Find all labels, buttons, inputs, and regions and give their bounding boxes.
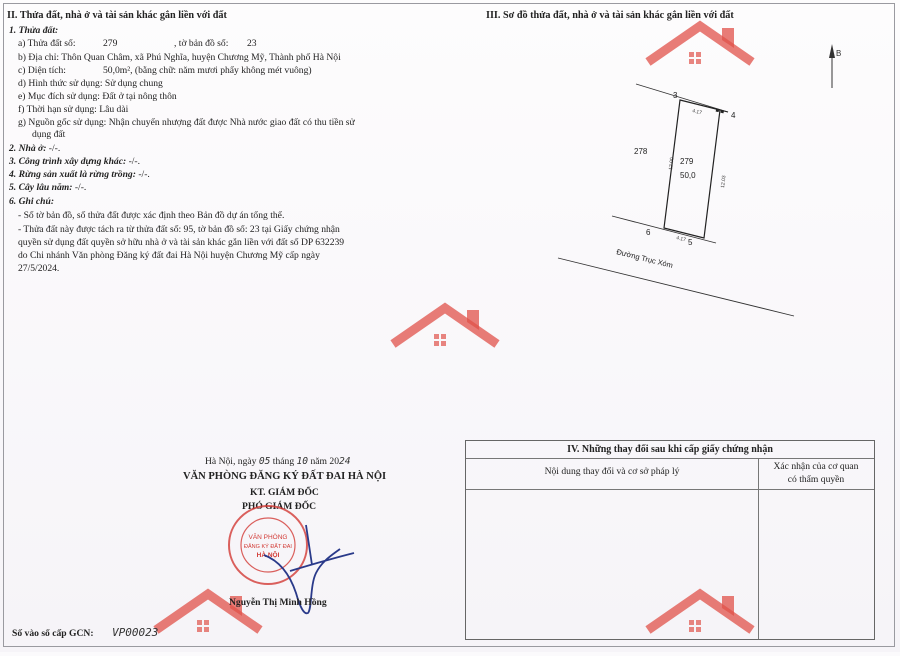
parcel-number-label: a) Thửa đất số: bbox=[18, 38, 76, 49]
issue-month: 10 bbox=[296, 456, 309, 467]
north-arrow-head-icon bbox=[829, 44, 835, 58]
land-parcel-heading: 1. Thửa đất: bbox=[9, 25, 59, 36]
note-line-4: do Chi nhánh Văn phòng Đăng ký đất đai Hà Nội huyện Chương Mỹ cấp ngày bbox=[18, 250, 320, 261]
origin-line-cont: dụng đất bbox=[32, 129, 66, 140]
bottom-edge-length: 4.17 bbox=[675, 235, 687, 244]
note-line-2: - Thửa đất này được tách ra từ thửa đất số: 95, tờ bản đồ số: 23 tại Giấy chứng nhận bbox=[18, 224, 340, 235]
point-6-label: 6 bbox=[646, 228, 651, 237]
serial-value: VP00023 bbox=[112, 626, 159, 639]
origin-line: g) Nguồn gốc sử dụng: Nhận chuyển nhượng đất được Nhà nước giao đất có thu tiền sử bbox=[18, 117, 355, 128]
notes-heading: 6. Ghi chú: bbox=[9, 196, 55, 207]
area-value: 50,0m², (bằng chữ: năm mươi phẩy không mét vuông) bbox=[103, 65, 312, 76]
note-line-3: quyền sử dụng đất quyền sở hữu nhà ở và tài sản khác gắn liền với đất số DP 632239 bbox=[18, 237, 345, 248]
point-3-label: 3 bbox=[673, 91, 678, 100]
deputy-director: PHÓ GIÁM ĐỐC bbox=[242, 501, 317, 512]
issue-date: Hà Nội, ngày 05 tháng 10 năm 2024 bbox=[205, 456, 351, 467]
watermark-logo-icon bbox=[385, 300, 505, 370]
area-label: c) Diện tích: bbox=[18, 65, 66, 76]
changes-table bbox=[465, 440, 875, 640]
parcel-area-label: 50,0 bbox=[680, 171, 696, 180]
parcel-number-label: 279 bbox=[680, 157, 694, 166]
note-line-1: - Số tờ bản đồ, số thửa đất được xác định theo Bản đồ dự án tổng thể. bbox=[18, 210, 285, 221]
address-line: b) Địa chỉ: Thôn Quan Châm, xã Phú Nghĩa, huyện Chương Mỹ, Thành phố Hà Nội bbox=[18, 52, 341, 63]
north-label: B bbox=[836, 49, 842, 58]
use-term-line: f) Thời hạn sử dụng: Lâu dài bbox=[18, 104, 129, 115]
map-sheet-value: 23 bbox=[247, 38, 257, 49]
parcel-plan-diagram bbox=[540, 28, 870, 328]
top-edge-length: 4.17 bbox=[691, 108, 703, 117]
kt-director: KT. GIÁM ĐỐC bbox=[250, 487, 319, 498]
other-works-line: 3. Công trình xây dựng khác: -/-. bbox=[9, 156, 141, 167]
neighbor-parcel-label: 278 bbox=[634, 147, 648, 156]
serial-label: Số vào sổ cấp GCN: bbox=[12, 628, 94, 639]
note-line-5: 27/5/2024. bbox=[18, 263, 60, 274]
issue-day: 05 bbox=[258, 456, 271, 467]
use-purpose-line: e) Mục đích sử dụng: Đất ở tại nông thôn bbox=[18, 91, 177, 102]
road-label: Đường Trục Xóm bbox=[615, 247, 674, 270]
point-5-label: 5 bbox=[688, 238, 693, 247]
section-iii-heading: III. Sơ đồ thửa đất, nhà ở và tài sản khác gắn liền với đất bbox=[486, 10, 734, 21]
right-edge-length: 12.03 bbox=[720, 175, 728, 189]
forest-line: 4. Rừng sản xuất là rừng trồng: -/-. bbox=[9, 169, 150, 180]
parcel-number-value: 279 bbox=[103, 38, 118, 49]
issuing-office: VĂN PHÒNG ĐĂNG KÝ ĐẤT ĐAI HÀ NỘI bbox=[183, 471, 387, 482]
stamp-line-3: HÀ NỘI bbox=[256, 552, 280, 559]
changes-col-confirm-line-1: Xác nhận của cơ quan bbox=[773, 461, 859, 472]
issue-year-tail: 24 bbox=[339, 456, 351, 467]
changes-heading: IV. Những thay đổi sau khi cấp giấy chứng nhận bbox=[567, 444, 773, 455]
section-ii-heading: II. Thửa đất, nhà ở và tài sản khác gắn liền với đất bbox=[7, 10, 227, 21]
changes-col-content: Nội dung thay đổi và cơ sở pháp lý bbox=[544, 466, 680, 477]
map-sheet-label: , tờ bản đồ số: bbox=[174, 38, 229, 49]
use-form-line: d) Hình thức sử dụng: Sử dụng chung bbox=[18, 78, 163, 89]
perennial-line: 5. Cây lâu năm: -/-. bbox=[9, 182, 87, 193]
stamp-line-2: ĐĂNG KÝ ĐẤT ĐAI bbox=[244, 544, 292, 550]
signer-name: Nguyễn Thị Minh Hồng bbox=[229, 597, 327, 608]
left-edge-length: 12.00 bbox=[668, 157, 676, 171]
stamp-line-1: VĂN PHÒNG bbox=[248, 534, 288, 541]
house-line: 2. Nhà ở: -/-. bbox=[9, 143, 61, 154]
changes-col-confirm-line-2: có thẩm quyền bbox=[787, 474, 845, 485]
point-4-label: 4 bbox=[731, 111, 736, 120]
